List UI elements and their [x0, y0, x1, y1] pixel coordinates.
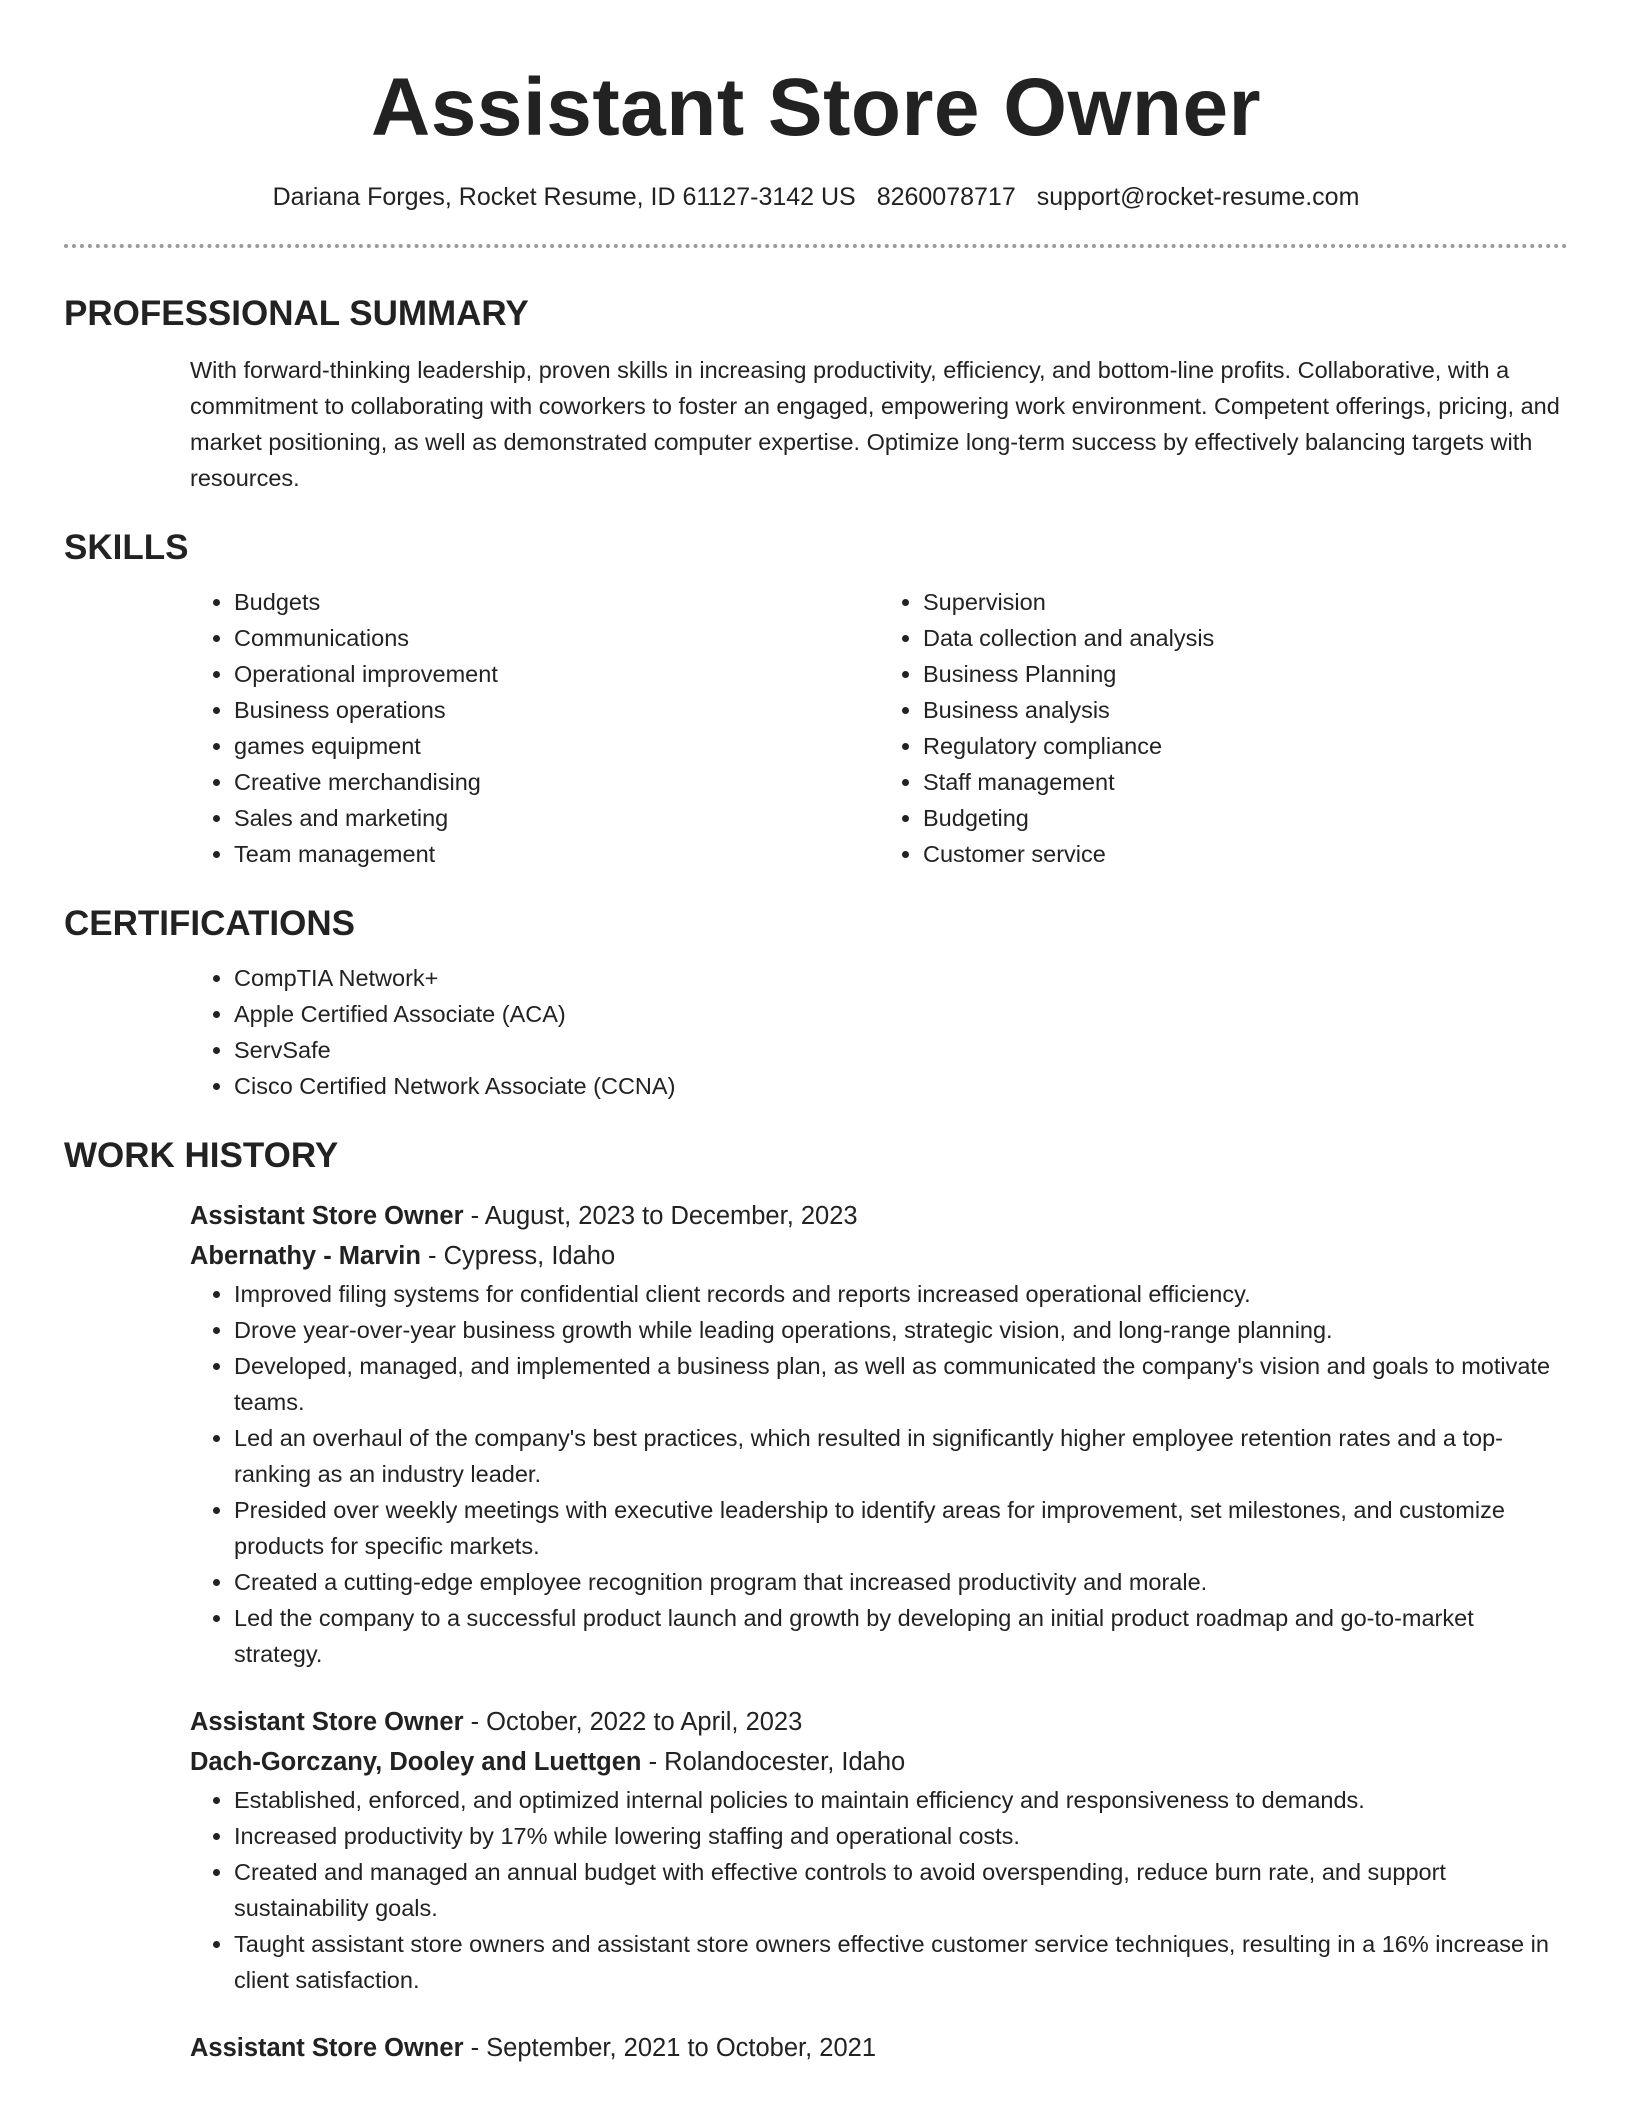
list-item: • Presided over weekly meetings with executive leadership to identify areas for improvement, set milestones, and customize products for specific markets.	[234, 1492, 1568, 1564]
list-item: • Business analysis	[923, 692, 1568, 728]
job-company-line	[190, 1742, 1568, 1782]
list-item: • Operational improvement	[234, 656, 879, 692]
list-item: • ServSafe	[234, 1032, 1568, 1068]
job-dates: - September, 2021 to October, 2021	[463, 2034, 877, 2062]
list-item: • Created and managed an annual budget with effective controls to avoid overspending, reduce burn rate, and support sustainability goals.	[234, 1854, 1568, 1926]
list-item: • Customer service	[923, 836, 1568, 872]
list-item: • Business operations	[234, 692, 879, 728]
list-item: • Sales and marketing	[234, 800, 879, 836]
job-bullets	[190, 1276, 1568, 1672]
list-item: • Communications	[234, 620, 879, 656]
list-item: • Budgeting	[923, 800, 1568, 836]
contact-phone: 8260078717	[876, 183, 1016, 211]
list-item: • Supervision	[923, 584, 1568, 620]
list-item: • Established, enforced, and optimized internal policies to maintain efficiency and responsiveness to demands.	[234, 1782, 1568, 1818]
job-company-line	[190, 1236, 1568, 1276]
list-item: • Budgets	[234, 584, 879, 620]
list-item: • Drove year-over-year business growth while leading operations, strategic vision, and long-range planning.	[234, 1312, 1568, 1348]
list-item: • Creative merchandising	[234, 764, 879, 800]
certifications-section	[64, 902, 1568, 1104]
list-item: • Cisco Certified Network Associate (CCNA)	[234, 1068, 1568, 1104]
job-title-line	[190, 1196, 1568, 1236]
resume-page	[64, 0, 1568, 2068]
skills-grid	[190, 584, 1568, 872]
contact-line	[64, 180, 1568, 214]
summary-section	[64, 292, 1568, 496]
skills-list-right	[879, 584, 1568, 872]
list-item: • Staff management	[923, 764, 1568, 800]
list-item: • Created a cutting-edge employee recognition program that increased productivity and morale.	[234, 1564, 1568, 1600]
skills-section	[64, 526, 1568, 872]
contact-email: support@rocket-resume.com	[1036, 183, 1360, 211]
job-title-line	[190, 1702, 1568, 1742]
job-title-line	[190, 2028, 1568, 2068]
job-dates: - August, 2023 to December, 2023	[463, 1202, 858, 1230]
list-item: • games equipment	[234, 728, 879, 764]
list-item: • Team management	[234, 836, 879, 872]
skills-list-left	[190, 584, 879, 872]
job-role: Assistant Store Owner	[190, 1202, 464, 1230]
list-item: • Led the company to a successful product launch and growth by developing an initial product roadmap and go-to-market strategy.	[234, 1600, 1568, 1672]
list-item: • Taught assistant store owners and assistant store owners effective customer service techniques, resulting in a 16% increase in client satisfaction.	[234, 1926, 1568, 1998]
job-bullets	[190, 1782, 1568, 1998]
list-item: • Business Planning	[923, 656, 1568, 692]
job-company: Abernathy - Marvin	[190, 1242, 421, 1270]
certifications-body	[190, 960, 1568, 1104]
job-entry	[190, 2028, 1568, 2068]
resume-title: Assistant Store Owner	[371, 62, 1261, 153]
header-divider	[64, 244, 1568, 248]
list-item: • CompTIA Network+	[234, 960, 1568, 996]
list-item: • Improved filing systems for confidential client records and reports increased operational efficiency.	[234, 1276, 1568, 1312]
summary-heading: PROFESSIONAL SUMMARY	[64, 294, 529, 333]
job-location: - Cypress, Idaho	[420, 1242, 616, 1270]
job-entry	[190, 1196, 1568, 1672]
list-item: • Regulatory compliance	[923, 728, 1568, 764]
certifications-list	[190, 960, 1568, 1104]
contact-address: Dariana Forges, Rocket Resume, ID 61127-3142 US	[272, 183, 856, 211]
list-item: • Increased productivity by 17% while lowering staffing and operational costs.	[234, 1818, 1568, 1854]
list-item: • Apple Certified Associate (ACA)	[234, 996, 1568, 1032]
list-item: • Developed, managed, and implemented a business plan, as well as communicated the company's vision and goals to motivate teams.	[234, 1348, 1568, 1420]
certifications-heading: CERTIFICATIONS	[64, 904, 356, 943]
list-item: • Led an overhaul of the company's best practices, which resulted in significantly higher employee retention rates and a top-ranking as an industry leader.	[234, 1420, 1568, 1492]
job-dates: - October, 2022 to April, 2023	[463, 1708, 803, 1736]
job-role: Assistant Store Owner	[190, 2034, 464, 2062]
job-company: Dach-Gorczany, Dooley and Luettgen	[190, 1748, 642, 1776]
work-heading: WORK HISTORY	[64, 1136, 339, 1175]
skills-heading: SKILLS	[64, 528, 189, 567]
job-location: - Rolandocester, Idaho	[641, 1748, 906, 1776]
job-entry	[190, 1702, 1568, 1998]
summary-text: With forward-thinking leadership, proven skills in increasing productivity, efficiency, and bottom-line profits. Collaborative, with a commitment to collaborating with coworkers to foster an engaged, empowering work environment. Competent offerings, pricing, and market positioning, as well as demonstrated computer expertise. Optimize long-term success by effectively balancing targets with resources.	[190, 357, 1560, 491]
work-section	[64, 1134, 1568, 2068]
list-item: • Data collection and analysis	[923, 620, 1568, 656]
job-role: Assistant Store Owner	[190, 1708, 464, 1736]
